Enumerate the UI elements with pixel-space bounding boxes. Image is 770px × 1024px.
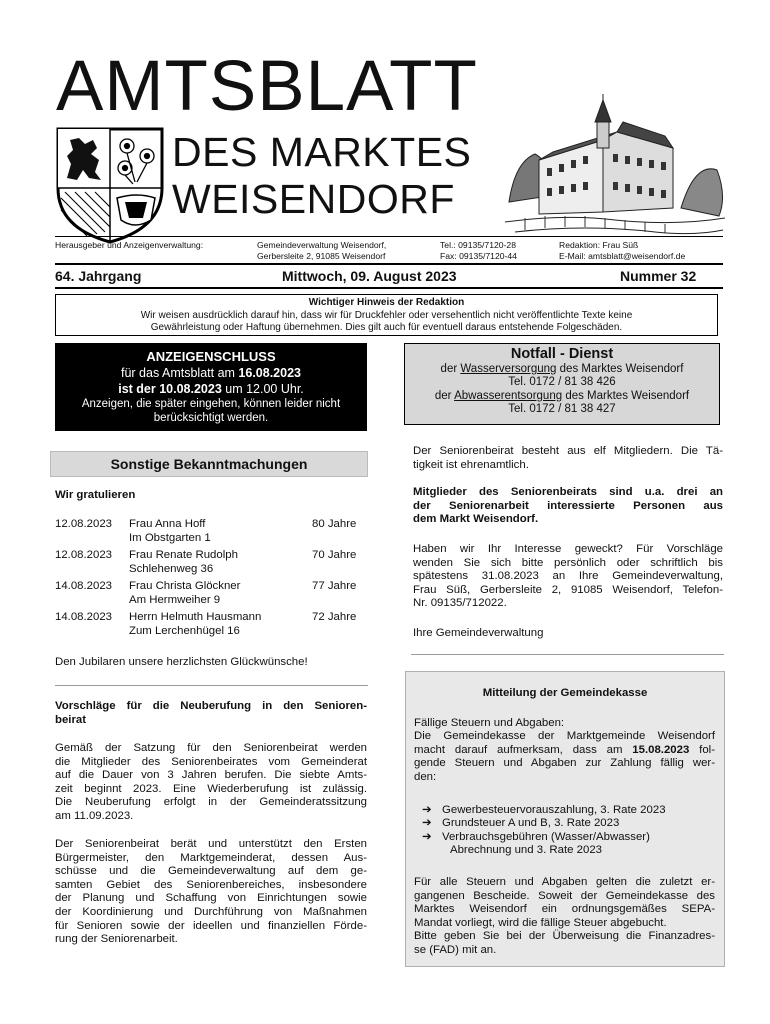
arrow-right-icon: ➔ — [422, 817, 432, 830]
anz-l1-text: für das Amtsblatt am — [121, 366, 239, 380]
entry-date: 12.08.2023 — [55, 518, 113, 530]
notice-line1: Wir weisen ausdrücklich darauf hin, dass wir für Druckfehler oder versehentlich nicht veröffentlichte Texte keine — [140, 309, 633, 321]
kasse-outro — [414, 876, 715, 958]
notfall-l3-post: des Marktes Weisendorf — [562, 389, 690, 402]
entry-name: Frau Christa Glöckner — [129, 580, 241, 592]
outro-line: gangenen Bescheide. Soweit der Gemeindekasse des — [414, 889, 715, 902]
list-item — [55, 580, 367, 611]
outro-line: Mandat vorliegt, wird die fällige Steuer abgebucht. — [414, 916, 667, 929]
p1-line: zeit beginnt 2023. Eine Wiederberufung ist zulässig. — [55, 782, 367, 795]
p2-line: Der Seniorenbeirat berät und unterstützt den Ersten — [55, 838, 367, 850]
anzeigenschluss-line3: Anzeigen, die später eingehen, können leider nicht — [81, 398, 341, 410]
senioren-heading-line2: beirat — [55, 713, 87, 726]
list-item — [55, 518, 367, 549]
p5-line: Haben wir Ihr Interesse geweckt? Für Vorschläge — [413, 543, 723, 555]
notfall-l3-pre: der — [434, 389, 455, 402]
notfall-abwasser-link: Abwasserentsorgung — [454, 389, 563, 402]
p1-line: die Mitglieder des Seniorenbeirates vom Gemeinderat — [55, 755, 367, 768]
kasse-item-text: Verbrauchsgebühren (Wasser/Abwasser) — [442, 830, 650, 843]
list-item — [422, 831, 724, 845]
entry-street: Am Hermweiher 9 — [129, 593, 221, 606]
entry-date: 12.08.2023 — [55, 549, 113, 561]
entry-date: 14.08.2023 — [55, 611, 113, 623]
senioren-paragraph-2 — [55, 838, 367, 947]
notice-line2: Gewährleistung oder Haftung übernehmen. Dies gilt auch für eventuell daraus entstehende Folgeschäden. — [150, 322, 623, 333]
gratulation-heading: Wir gratulieren — [55, 489, 136, 501]
issue-number: Nummer 32 — [620, 268, 697, 284]
anzeigenschluss-line2 — [55, 381, 367, 397]
kasse-l3-post: fol- — [689, 743, 715, 756]
p2-line: schüsse und die Gemeindeverwaltung auf dem ge- — [55, 865, 367, 878]
outro-line: Bitte geben Sie bei der Überweisung die Finanzadres- — [414, 930, 715, 943]
kasse-title: Mitteilung der Gemeindekasse — [482, 687, 648, 699]
kasse-items — [422, 804, 724, 858]
kasse-intro-line3 — [414, 744, 715, 758]
issue-rule-top — [55, 263, 723, 265]
p4-line: dem Markt Weisendorf. — [413, 513, 539, 526]
p5-line: spätestens 31.08.2023 an Ihre Gemeindeverwaltung, — [413, 570, 723, 583]
castle-illustration-icon — [505, 92, 725, 240]
kasse-intro-line1: Fällige Steuern und Abgaben: — [414, 716, 565, 729]
outro-line: se (FAD) mit an. — [414, 943, 497, 956]
notfall-line2: Tel. 0172 / 81 38 426 — [508, 376, 616, 389]
editorial-notice-box — [55, 294, 718, 336]
p5-line: wenden Sie sich bitte persönlich oder schriftlich bis — [413, 556, 723, 569]
p3-line: Der Seniorenbeirat besteht aus elf Mitgliedern. Die Tä- — [413, 445, 723, 457]
anzeigenschluss-line1 — [55, 365, 367, 381]
p1-line: Die Neuberufung erfolgt in der Gemeinderatssitzung — [55, 796, 367, 809]
issue-date: Mittwoch, 09. August 2023 — [282, 268, 457, 284]
anzeigenschluss-line4: berücksichtigt werden. — [153, 412, 269, 424]
publisher-editor-name: Redaktion: Frau Süß — [559, 240, 639, 250]
p5-line: Nr. 09135/712022. — [413, 597, 507, 610]
masthead-rule — [55, 236, 723, 237]
notfall-l1-post: des Marktes Weisendorf — [556, 363, 684, 375]
gemeindekasse-box — [405, 671, 725, 967]
list-item — [422, 804, 724, 818]
kasse-due-date: 15.08.2023 — [632, 743, 690, 756]
p1-line: am 11.09.2023. — [55, 809, 134, 822]
publisher-tel: Tel.: 09135/7120-28 — [440, 240, 516, 250]
anz-l2-text: ist der — [118, 382, 160, 396]
senioren-paragraph-5 — [413, 543, 723, 611]
list-item — [422, 817, 724, 831]
entry-age: 72 Jahre — [312, 611, 357, 623]
publisher-editor — [559, 240, 685, 262]
entry-street: Im Obstgarten 1 — [129, 531, 211, 544]
p2-line: samten Gebiet des Seniorenbereiches, insbesondere — [55, 878, 367, 891]
anz-l2-time: um 12.00 Uhr. — [221, 382, 304, 396]
divider-left — [55, 685, 368, 686]
p3-line: tigkeit ist ehrenamtlich. — [413, 458, 529, 471]
kasse-intro — [414, 717, 715, 785]
p1-line: Gemäß der Satzung für den Seniorenbeirat werden — [55, 742, 367, 754]
publisher-label: Herausgeber und Anzeigenverwaltung: — [55, 240, 204, 250]
publisher-email: E-Mail: amtsblatt@weisendorf.de — [559, 251, 686, 261]
senioren-heading-line1: Vorschläge für die Neuberufung in den Senioren- — [55, 700, 367, 712]
kasse-item-text: Grundsteuer A und B, 3. Rate 2023 — [442, 817, 620, 830]
notfall-line4: Tel. 0172 / 81 38 427 — [508, 403, 616, 416]
senioren-paragraph-1 — [55, 742, 367, 824]
kasse-intro-line4: gende Steuern und Abgaben zur Zahlung fällig wer- — [414, 757, 715, 770]
p4-line: der Seniorenarbeit interessierte Personen aus — [413, 499, 723, 512]
anz-l2-date: 10.08.2023 — [159, 382, 222, 396]
arrow-right-icon: ➔ — [422, 830, 432, 843]
notice-title: Wichtiger Hinweis der Redaktion — [308, 297, 465, 308]
entry-date: 14.08.2023 — [55, 580, 113, 592]
entry-age: 70 Jahre — [312, 549, 357, 561]
notfall-l1-pre: der — [440, 363, 461, 375]
masthead-title: AMTSBLATT — [56, 47, 478, 126]
gratulation-list — [55, 518, 367, 642]
entry-age: 77 Jahre — [312, 580, 357, 592]
entry-name: Frau Renate Rudolph — [129, 549, 238, 561]
publisher-org-line1: Gemeindeverwaltung Weisendorf, — [257, 240, 387, 250]
kasse-intro-line5: den: — [414, 770, 437, 783]
anzeigenschluss-title: ANZEIGENSCHLUSS — [146, 349, 276, 364]
publisher-org-line2: Gerbersleite 2, 91085 Weisendorf — [257, 251, 386, 261]
list-item — [55, 611, 367, 642]
senioren-paragraph-4 — [413, 486, 723, 527]
p2-line: der Koordinierung und Durchführung von Maßnahmen — [55, 905, 367, 918]
notfall-title: Notfall - Dienst — [510, 346, 614, 362]
kasse-item-text: Gewerbesteuervorauszahlung, 3. Rate 2023 — [442, 803, 666, 816]
kasse-l3-pre: macht darauf aufmerksam, dass am — [414, 743, 633, 756]
p5-line: Frau Süß, Gerbersleite 2, 91085 Weisendorf, Telefon- — [413, 583, 723, 596]
gratulation-closing: Den Jubilaren unsere herzlichsten Glückwünsche! — [55, 656, 308, 668]
entry-name: Herrn Helmuth Hausmann — [129, 611, 262, 623]
notfall-line3 — [405, 390, 719, 403]
coat-of-arms-icon — [55, 126, 165, 244]
section-title-bar: Sonstige Bekanntmachungen — [50, 451, 368, 477]
publisher-phone — [440, 240, 517, 262]
entry-street: Zum Lerchenhügel 16 — [129, 624, 240, 637]
list-item — [55, 549, 367, 580]
notfall-dienst-box — [404, 343, 720, 425]
entry-name: Frau Anna Hoff — [129, 518, 206, 530]
anzeigenschluss-box — [55, 343, 367, 431]
outro-line: Marktes Weisendorf ein ordnungsgemäßes SEPA- — [414, 903, 715, 916]
notfall-line1 — [405, 363, 719, 376]
p2-line: Bürgermeister, den Marktgemeinderat, dessen Aus- — [55, 851, 367, 864]
anz-l1-date: 16.08.2023 — [238, 366, 301, 380]
p2-line: rung der Seniorenarbeit. — [55, 933, 178, 946]
entry-age: 80 Jahre — [312, 518, 357, 530]
masthead-subtitle-1: DES MARKTES — [172, 129, 472, 175]
publisher-org — [257, 240, 386, 262]
publisher-fax: Fax: 09135/7120-44 — [440, 251, 517, 261]
senioren-paragraph-3 — [413, 445, 723, 472]
p2-line: für Senioren sowie der ideellen und finanziellen Förde- — [55, 919, 367, 932]
issue-rule-bottom — [55, 287, 723, 289]
p4-line: Mitglieder des Seniorenbeirats sind u.a. drei an — [413, 486, 723, 498]
p1-line: auf die Dauer von 3 Jahren berufen. Die siebte Amts- — [55, 769, 367, 782]
senioren-heading — [55, 700, 367, 727]
kasse-item-text-cont: Abrechnung und 3. Rate 2023 — [450, 844, 602, 857]
issue-volume: 64. Jahrgang — [55, 268, 142, 284]
outro-line: Für alle Steuern und Abgaben gelten die zuletzt er- — [414, 875, 715, 888]
senioren-signature: Ihre Gemeindeverwaltung — [413, 627, 544, 639]
arrow-right-icon: ➔ — [422, 803, 432, 816]
masthead-subtitle-2: WEISENDORF — [172, 176, 455, 222]
p2-line: der Planung und Schaffung von Einrichtungen sowie — [55, 892, 367, 905]
notfall-wasser-link: Wasserversorgung — [460, 363, 557, 375]
divider-right — [411, 654, 724, 655]
entry-street: Schlehenweg 36 — [129, 562, 214, 575]
kasse-intro-line2: Die Gemeindekasse der Marktgemeinde Weisendorf — [414, 730, 715, 743]
